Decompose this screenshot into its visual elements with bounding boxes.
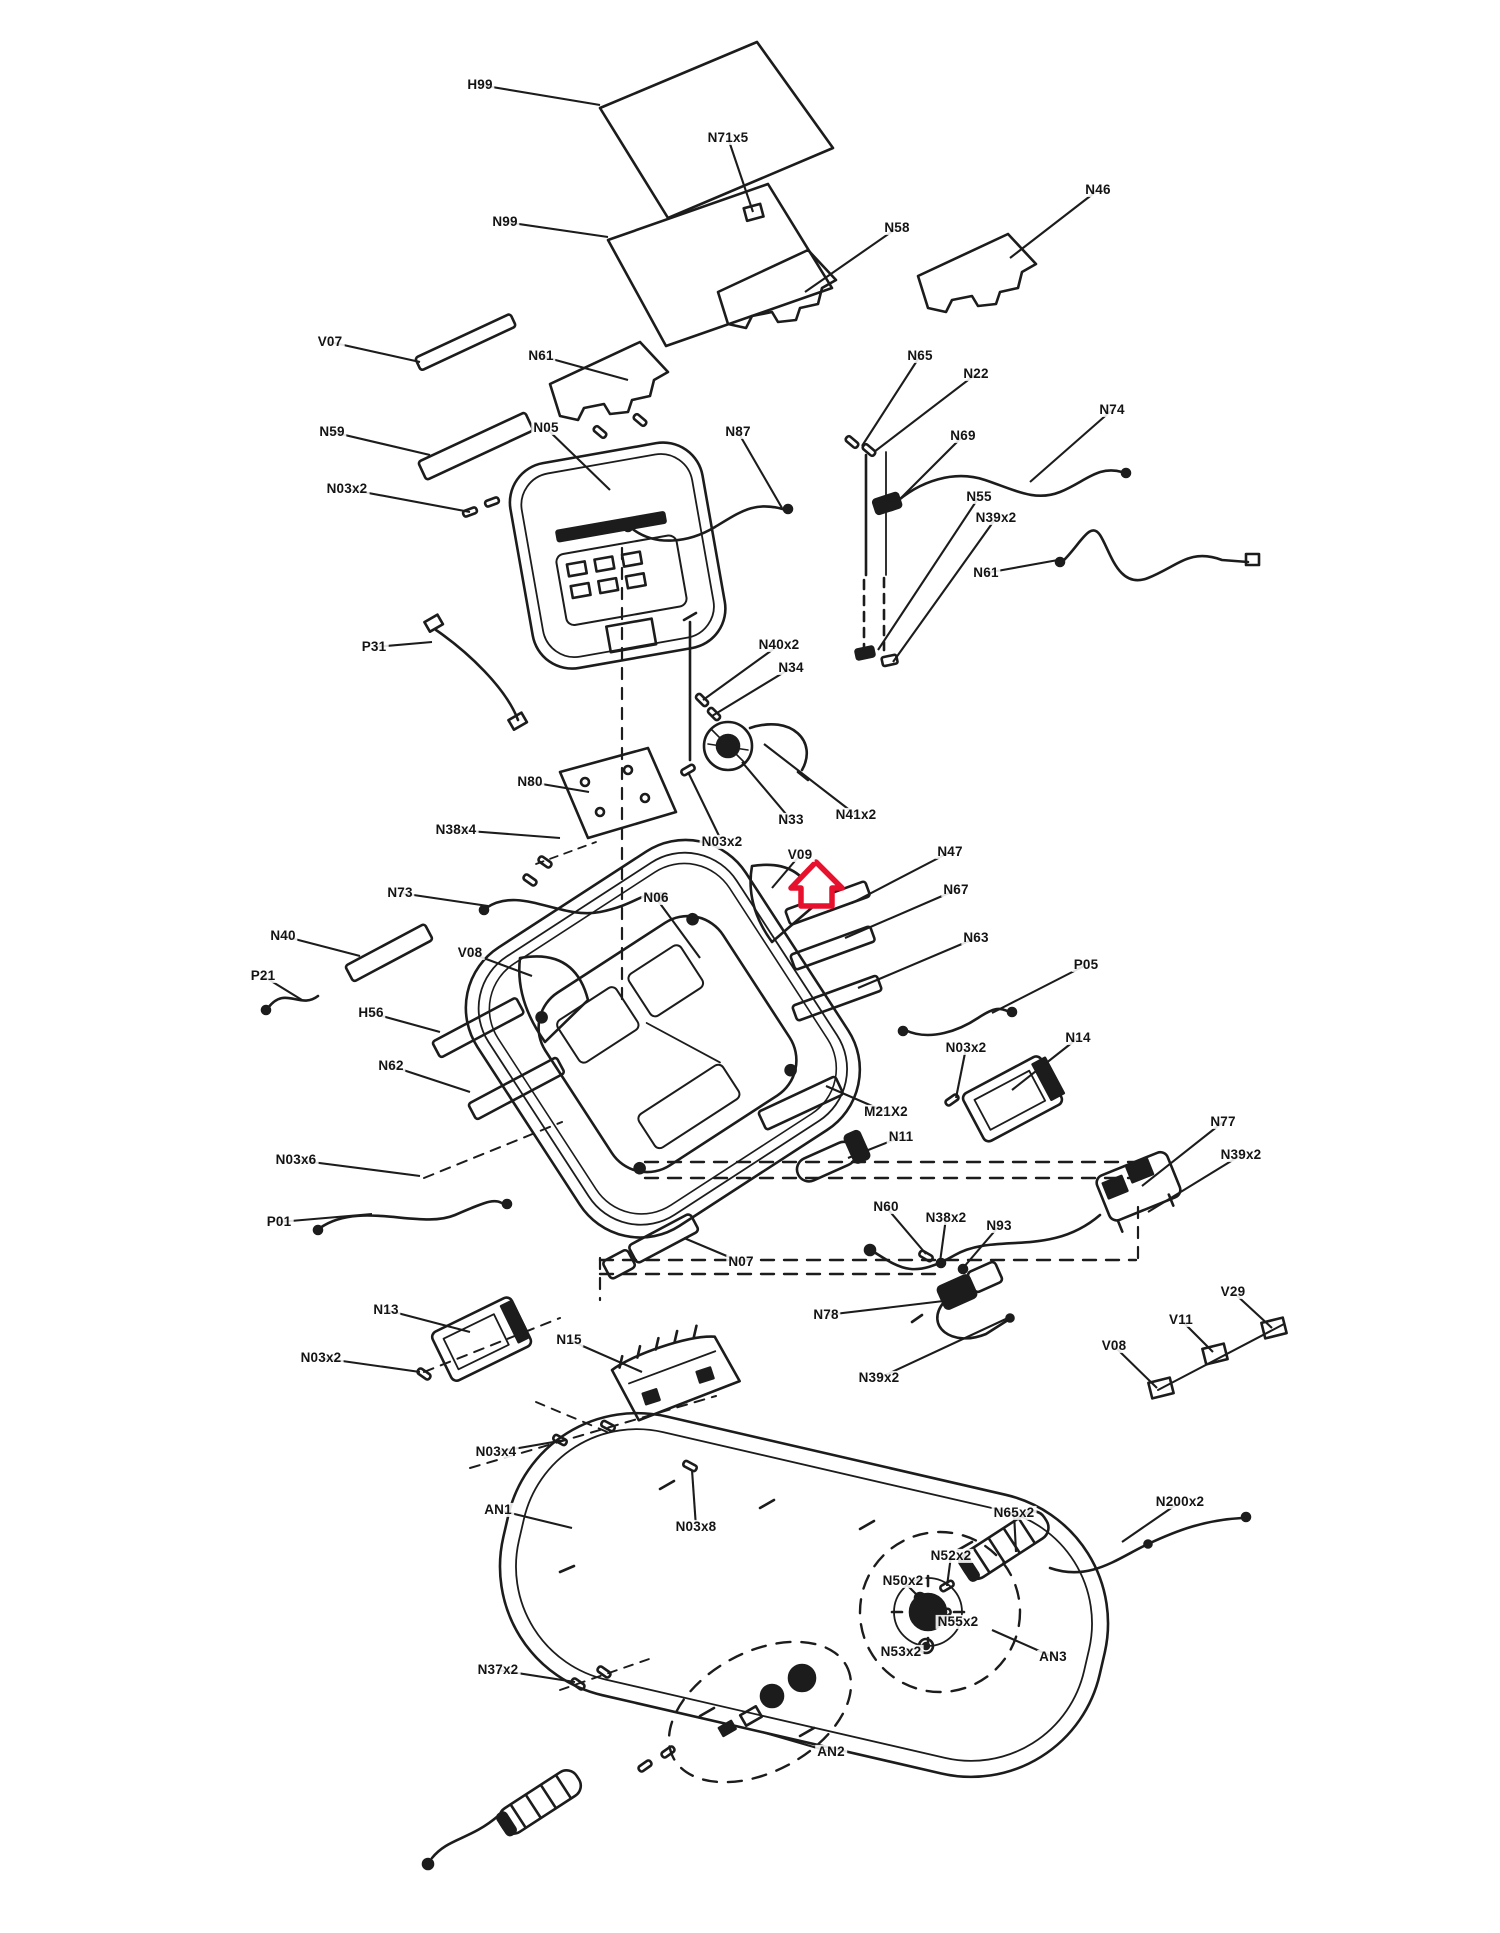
part-label-v08-55: V08 (1101, 1337, 1127, 1353)
part-label-n52x2-63: N52x2 (930, 1547, 972, 1563)
part-label-n62-39: N62 (378, 1057, 404, 1073)
strip-n40 (345, 924, 433, 982)
part-label-n03x8-60: N03x8 (675, 1518, 717, 1534)
part-label-n65-7: N65 (907, 347, 933, 363)
part-label-m21x2-40: M21X2 (864, 1103, 908, 1119)
leader-line-n03x2 (688, 772, 722, 842)
box-n14 (961, 1053, 1068, 1144)
part-label-n61-17: N61 (973, 564, 999, 580)
leader-line-n65 (862, 356, 920, 446)
part-label-n34-20: N34 (778, 659, 804, 675)
part-label-n38x2-46: N38x2 (925, 1209, 967, 1225)
part-label-n200x2-62: N200x2 (1155, 1493, 1205, 1509)
part-label-n53x2-66: N53x2 (880, 1643, 922, 1659)
decal-squares (1148, 1318, 1286, 1399)
part-label-n05-14: N05 (533, 419, 559, 435)
part-label-n41x2-25: N41x2 (835, 806, 877, 822)
part-label-n03x2-37: N03x2 (945, 1039, 987, 1055)
highlight-arrow-icon (791, 862, 842, 906)
part-label-n93-47: N93 (986, 1217, 1012, 1233)
part-label-n69-12: N69 (950, 427, 976, 443)
part-label-n39x2-43: N39x2 (1220, 1146, 1262, 1162)
wheel-cluster-an3 (860, 1506, 1250, 1692)
part-label-an1-59: AN1 (484, 1501, 512, 1517)
panel-n99 (608, 184, 832, 346)
part-label-n07-49: N07 (728, 1253, 754, 1269)
part-label-n63-31: N63 (963, 929, 989, 945)
part-label-n38x4-22: N38x4 (435, 821, 477, 837)
part-label-p31-18: P31 (361, 638, 387, 654)
part-label-p01-48: P01 (266, 1213, 292, 1229)
leader-line-n06 (656, 898, 700, 958)
part-label-n39x2-16: N39x2 (975, 509, 1017, 525)
leader-line-n55 (878, 497, 979, 650)
part-label-n77-42: N77 (1210, 1113, 1236, 1129)
tray-n15 (607, 1317, 742, 1423)
part-label-n55-15: N55 (966, 488, 992, 504)
cable-p01 (320, 1201, 505, 1228)
cable-p21 (268, 996, 318, 1008)
strip-m21 (758, 1076, 843, 1130)
part-label-n06-30: N06 (643, 889, 669, 905)
decal-v08 (519, 956, 588, 1042)
leader-line-n40x2 (703, 645, 779, 700)
part-label-v29-53: V29 (1220, 1283, 1246, 1299)
part-label-n03x6-44: N03x6 (275, 1151, 317, 1167)
part-label-n39x2-56: N39x2 (858, 1369, 900, 1385)
part-label-v09-26: V09 (787, 846, 813, 862)
part-label-n58-4: N58 (884, 219, 910, 235)
console-shell-n05 (504, 436, 732, 675)
leader-line-n69 (893, 436, 963, 506)
part-label-n03x2-13: N03x2 (326, 480, 368, 496)
part-label-v08-35: V08 (457, 944, 483, 960)
leader-line-n87 (738, 432, 782, 508)
part-label-n03x4-58: N03x4 (475, 1443, 517, 1459)
part-label-n67-28: N67 (943, 881, 969, 897)
part-label-n14-38: N14 (1065, 1029, 1091, 1045)
connector-cluster-an2 (423, 1613, 875, 1869)
part-label-n46-3: N46 (1085, 181, 1111, 197)
leader-line-h99 (480, 85, 600, 105)
part-label-n99-2: N99 (492, 213, 518, 229)
leader-line-n03x2 (956, 1048, 966, 1098)
part-label-n80-21: N80 (517, 773, 543, 789)
bracket-n61 (550, 342, 668, 420)
part-label-n13-50: N13 (373, 1301, 399, 1317)
part-label-n61-6: N61 (528, 347, 554, 363)
leader-line-n59 (332, 432, 430, 455)
cable-p31 (436, 630, 518, 720)
cluster-n33 (695, 693, 808, 780)
leader-line-n78 (826, 1300, 952, 1315)
part-label-v11-54: V11 (1169, 1311, 1193, 1327)
part-label-n11-41: N11 (888, 1128, 914, 1144)
part-label-n74-9: N74 (1099, 401, 1125, 417)
part-label-n71x5-1: N71x5 (707, 129, 749, 145)
part-label-n73-29: N73 (387, 884, 413, 900)
part-label-an3-67: AN3 (1039, 1648, 1067, 1664)
part-label-n55x2-65: N55x2 (937, 1613, 979, 1629)
cable-n74 (893, 470, 1122, 505)
part-label-an2-69: AN2 (817, 1743, 845, 1759)
leader-line-n99 (505, 222, 608, 237)
leader-line-n47 (852, 852, 950, 903)
part-label-n03x2-57: N03x2 (300, 1349, 342, 1365)
part-label-h56-36: H56 (358, 1004, 384, 1020)
leader-line-n63 (858, 938, 976, 988)
part-label-p21-34: P21 (250, 967, 276, 983)
strip-v07 (415, 314, 516, 371)
handlebar-an1 (474, 1387, 1135, 1803)
leader-line-n46 (1010, 190, 1098, 258)
part-label-n40-33: N40 (270, 927, 296, 943)
part-label-h99-0: H99 (467, 76, 493, 92)
leader-line-n39x2 (893, 518, 996, 662)
part-label-n47-27: N47 (937, 843, 963, 859)
cable-n61 (1062, 530, 1248, 580)
leader-line-p05 (992, 965, 1086, 1013)
part-label-n87-11: N87 (725, 423, 751, 439)
part-label-n50x2-64: N50x2 (882, 1572, 924, 1588)
leader-line-n34 (712, 668, 791, 716)
part-label-n15-51: N15 (556, 1331, 582, 1347)
leader-line-n71x5 (728, 138, 753, 212)
part-label-n78-52: N78 (813, 1306, 839, 1322)
part-label-n37x2-68: N37x2 (477, 1661, 519, 1677)
leader-lines (263, 85, 1272, 1752)
strip-n67 (790, 926, 875, 970)
part-label-n59-10: N59 (319, 423, 345, 439)
cable-n73 (486, 895, 660, 913)
part-shapes (262, 42, 1287, 1869)
part-label-n03x2-23: N03x2 (701, 833, 743, 849)
decal-n71 (744, 204, 764, 221)
part-label-n33-24: N33 (778, 811, 804, 827)
part-label-v07-5: V07 (317, 333, 343, 349)
strip-n59 (418, 412, 533, 480)
part-label-p05-32: P05 (1073, 956, 1099, 972)
part-label-n60-45: N60 (873, 1198, 899, 1214)
bracket-n58 (718, 250, 836, 328)
part-label-n22-8: N22 (963, 365, 989, 381)
box-n13 (417, 1296, 612, 1434)
leader-line-n39x2 (1148, 1155, 1241, 1212)
part-label-n65x2-61: N65x2 (993, 1504, 1035, 1520)
bracket-n46 (918, 234, 1036, 312)
part-label-n40x2-19: N40x2 (758, 636, 800, 652)
hardware-column (845, 435, 902, 666)
